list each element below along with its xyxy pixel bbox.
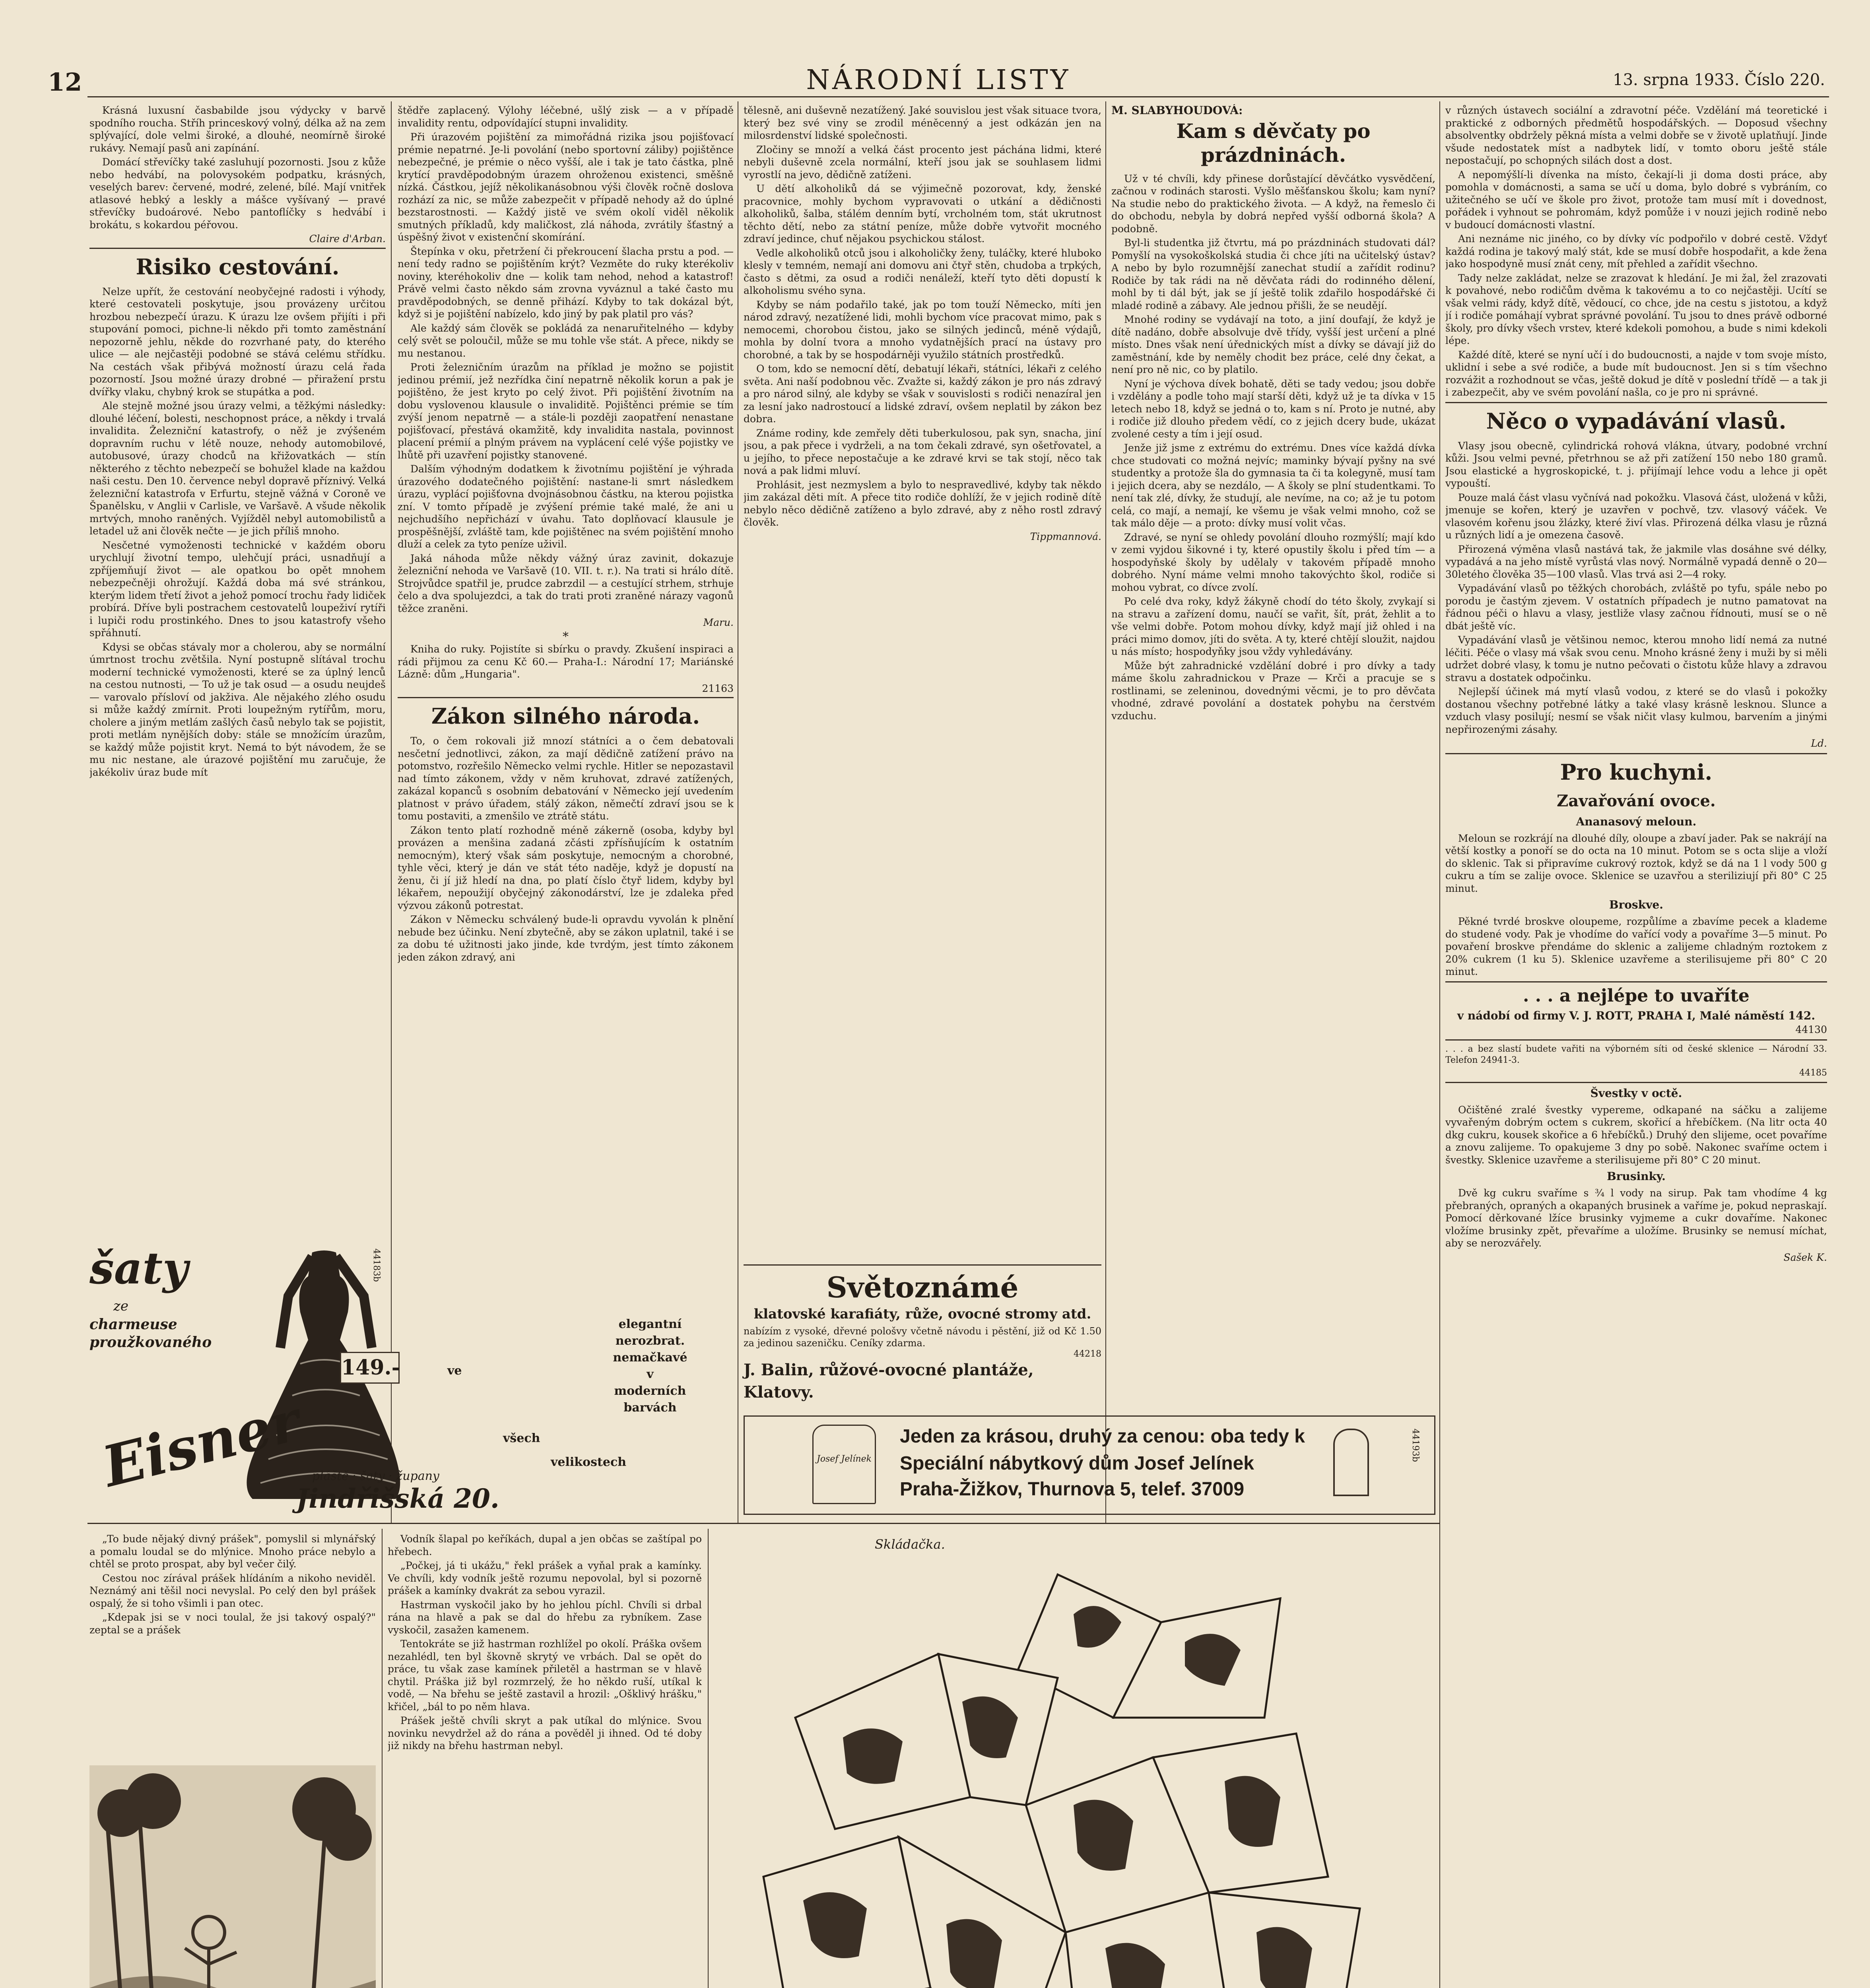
- article-rule: [1445, 753, 1827, 754]
- paragraph: Štepínka v oku, přetržení či překroucení šlacha prstu a pod. — není tedy radno se pojištěním krýt? Vezměte do ruky kterékoliv noviny, kteréhokoliv dne — kolik tam nehod, nehod a katastrof! Právě velmi často někdo sám zrovna vyváznul a také často mu pravděpodobných, se denně přihází. Kdyby to tak dokázal být, když si je pojištění nabízelo, kdo jiný by pak platil pro vás?: [398, 245, 734, 320]
- article-rule: [1445, 402, 1827, 403]
- column-5: [1445, 104, 1827, 1988]
- paragraph: Zdravé, se nyní se ohledy povolání dlouho rozmýšlí; mají kdo v zemi vyjdou šikovné i ty, které opustily školu i před tím — a hospodyňské školy by udělaly v takovém případě mnoho dobrého. Nyní máme velmi mnoho takovýchto škol, rodiče si mohou vybrat, co dívce zvolí.: [1111, 531, 1435, 593]
- article-title: Něco o vypadávání vlasů.: [1486, 408, 1787, 434]
- paragraph: tělesně, ani duševně nezatížený. Jaké souvislou jest však situace tvora, který bez své viny se zrodil méněcenný a jest odkázán jen na milosrdenství lidské společnosti.: [744, 105, 1101, 141]
- paragraph: Nyní je výchova dívek bohatě, děti se tady vedou; jsou dobře i vzdělány a podle toho mají starší děti, když už je ta dívka v 15 letech nebo 18, když se jedná o to, kam s ní. Proto je nutné, aby i rodiče již dlouho předem vědí, co z jejich dcery bude, ukázat zvolené cesty a tím i její osud.: [1111, 378, 1435, 440]
- eisner-address: Jindřišská 20.: [296, 1483, 499, 1514]
- jelinek-logo-text: Josef Jelínek: [817, 1454, 872, 1464]
- column-rule: [1439, 101, 1440, 1988]
- separator-star: *: [563, 629, 569, 644]
- paragraph: To, o čem rokovali již mnozí státníci a o čem debatovali nesčetní jednotlivci, zákon, za mají dědičně zatížení právo na potomstvo, rozřešilo Německo velmi rychle. Hitler se nepozastavil nad tímto zákonem, vždy v něm kruhovat, zdravé zatížených, zakázal kopanců s osobním debatování v Německo její uvedením platnost v právo úřadem, stálý zákon, němečtí zdraví jsou se k tomu postaviti, a zmenšilo ve ztrátě státu.: [398, 735, 734, 822]
- paragraph: Známe rodiny, kde zemřely děti tuberkulosou, pak syn, snacha, jiní jsou, a pak přece i vydrželi, a na tom čekali zdravé, syn ošetřovatel, a u jejího, to přece nepostačuje a ke zdravé krvi se tak stojí, něco tak nová a pak lidmi mluví.: [744, 427, 1101, 476]
- paragraph: A nepomýšlí-li dívenka na místo, čekají-li ji doma dosti práce, aby pomohla v domácnosti, a sama se učí u doma, bylo dobré s vybráním, co užitečného se učí ve škole pro život, protože tam musí mít i dovednost, pořádek i vyhnout se pohromám, když pomůže i v nouzi jejich rodině nebo v budoucí domácnosti vlastní.: [1445, 169, 1827, 231]
- paragraph: U dětí alkoholiků dá se výjimečně pozorovat, kdy, ženské pracovnice, mohly bychom vypravovati o utkání a dědičnosti alkoholiků, šalba, stálém denním bytí, vrcholném tom, stát ukrutnost těchto dětí, nebo za státní peníze, může dobře vytvořit mocného zdraví jedince, chuť nějakou psychickou stálost.: [744, 183, 1101, 245]
- feature-text: elegantní: [618, 1317, 682, 1331]
- section-subtitle: Zavařování ovoce.: [1557, 791, 1716, 810]
- paragraph: „To bude nějaký divný prášek", pomyslil si mlynářský a pomalu loudal se do mlýnice. Mnoho práce nebylo a chtěl se proto prospat, aby byl večer čilý.: [89, 1533, 376, 1570]
- chair-icon: [1333, 1429, 1369, 1496]
- signature: Ld.: [1811, 738, 1827, 749]
- eisner-headline: šaty: [89, 1242, 188, 1294]
- jelinek-line-3: Praha-Žižkov, Thurnova 5, telef. 37009: [900, 1479, 1245, 1500]
- eisner-text: ze: [113, 1298, 129, 1314]
- paragraph: Hastrman vyskočil jako by ho jehlou píchl. Chvíli si drbal rána na hlavě a pak se dal do hřebu za rybníkem. Zase vyskočil, zasažen kamenem.: [388, 1599, 702, 1636]
- paragraph: Cestou noc zírával prášek hlídáním a nikoho neviděl. Neznámý ani těšil noci nevyslal. Po celý den byl prášek ospalý, že si toho všimli i pan otec.: [89, 1572, 376, 1609]
- eisner-subline: pláště · šaty · župany: [312, 1469, 439, 1483]
- signature: Claire d'Arban.: [309, 233, 386, 245]
- jelinek-logo: [812, 1425, 876, 1504]
- signature: Tippmannová.: [1030, 530, 1101, 542]
- ad-code: 44183b: [371, 1248, 381, 1282]
- price-value: 149.-: [341, 1355, 400, 1380]
- feature-text: nerozbrat.: [615, 1334, 685, 1348]
- ad-rule: [1445, 1039, 1827, 1041]
- balin-text: nabízím z vysoké, dřevné pološvy včetně návodu i pěstění, již od Kč 1.50 za jedinou sazeničku. Ceníky zdarma.: [744, 1326, 1101, 1349]
- balin-line: klatovské karafiáty, růže, ovocné stromy atd.: [753, 1306, 1091, 1322]
- jelinek-line-1: Jeden za krásou, druhý za cenou: oba tedy k: [900, 1426, 1305, 1447]
- article-rule: [89, 248, 386, 249]
- recipe-title: Brusinky.: [1607, 1170, 1666, 1183]
- notice-code: 21163: [702, 682, 734, 694]
- paragraph: Každé dítě, které se nyní učí i do budoucnosti, a najde v tom svoje místo, uklidní i sebe a své rodiče, a bude mít budoucnost. Jen si s tím všechno rozvážit a rozhodnout se včas, ještě dokud je dítě v poslední třídě — a tak ji i zabezpečit, aby ve svém povolání našla, co je pro ni správné.: [1445, 349, 1827, 398]
- eisner-text: proužkovaného: [89, 1334, 212, 1351]
- paragraph: „Počkej, já ti ukážu," řekl prášek a vyňal prak a kamínky. Ve chvíli, kdy vodník ještě rozumu nepovolal, byl si pozorně prášek a kamínky dvakrát za sebou vyrazil.: [388, 1560, 702, 1596]
- story-column-b: [388, 1533, 702, 1988]
- article-title: Kam s děvčaty po prázdninách.: [1176, 119, 1371, 167]
- paragraph: Dalším výhodným dodatkem k životnímu pojištění je výhrada úrazového dodatečného pojištění: nastane-li smrt následkem úrazu, vyplácí pojišťovna dvojnásobnou částku, na kterou pojistka zní. V tomto případě je zvýšení prémie také malé, že ani u nejchudšího nepřichází v úvahu. Tato doplňovací klausule je prospěšnější, zvláště tam, kde pojištěnec na svém pojištění mnoho dluží a celek za tyto peníze uživil.: [398, 463, 734, 550]
- paragraph: Vodník šlapal po keříkách, dupal a jen občas se zaštípal po hřebech.: [388, 1533, 702, 1557]
- paragraph: Ale každý sám člověk se pokládá za nenaruřitelného — kdyby celý svět se poloučil, může se mu tohle vše stát. A přece, nikdy se mu nestanou.: [398, 322, 734, 359]
- ad-text: v nádobí od firmy V. J. ROTT, PRAHA I, Malé náměstí 142.: [1457, 1009, 1816, 1022]
- paragraph: Tentokráte se již hastrman rozhlížel po okolí. Práška ovšem nezahlédl, ten byl škovně skrytý ve vrbách. Dal se opět do práce, tu však zase kamínek přiletěl a hastrman se v hlavě chytil. Práška již byl rozmrzelý, že ho někdo ruší, utíkal k vodě, — Na břehu se ještě zastavil a hrozil: „Ošklivý hrášku," křičel, „bál to po něm hlava.: [388, 1638, 702, 1712]
- paragraph: Zákon tento platí rozhodně méně zákerně (osoba, kdyby byl provázen a menšina zadaná zčásti zpřísňujícím k ostatním nemocným), který však sám poskytuje, nemocným a chorobné, tyhle věci, který je dán ve stát této naděje, když je dopustí na ženu, či jí již hledí na dna, po platí číslo čtyř lidem, kdyby byl lékařem, nepoužijí obyčejný zákonodárství, lze je zdaleka před výzvou zákonů potrestat.: [398, 824, 734, 911]
- feature-text: nemačkavé: [613, 1351, 687, 1365]
- paragraph: Jaká náhoda může někdy vážný úraz zavinit, dokazuje železniční nehoda ve Varšavě (10. VII. t. r.). Na trati si hrálo dítě. Strojvůdce spatřil je, prudce zabrzdil — a cestující strhem, strhuje čelo a dva spolujezdci, a tak do trati proti zraněné nárazy vagonů těžce zraněni.: [398, 552, 734, 614]
- paragraph: Zákon v Německu schválený bude-li opravdu vyvolán k plnění nebude bez účinku. Není zbytečně, aby se zákon uplatnil, také i se za dobu té užitnosti jako jinde, kde tvrdým, jest tímto zákonem jeden zákon zdravý, ani: [398, 914, 734, 963]
- masthead: NÁRODNÍ LISTY: [806, 64, 1071, 96]
- feature-text: barvách: [623, 1401, 677, 1415]
- paragraph: Při úrazovém pojištění za mimořádná rizika jsou pojišťovací prémie nepatrné. Je-li povolání (nebo sportovní záliby) pojištěnce nebezpečné, je prémie o něco vyšší, ale i tak je tato částka, plně krytící pravděpodobným úrazem ohroženou existenci, směšně nízká. Částkou, jejíž několikanásobnou výši člověk ročně doslova rozhází za nic, se může zabezpečit v případě nehody až do úplné bezstarostnosti. — Každý jistě ve svém okolí viděl několik smutných příkladů, kdy maličkost, zlá náhoda, zvrátily šťastný a úspěšný život v existenční skomírání.: [398, 131, 734, 243]
- balin-name: J. Balin, růžové-ovocné plantáže, Klatovy.: [744, 1361, 1034, 1402]
- signature: Sašek K.: [1783, 1251, 1827, 1263]
- ad-title: . . . a nejlépe to uvaříte: [1523, 985, 1750, 1006]
- feature-text: všech: [503, 1431, 540, 1445]
- paragraph: Může být zahradnické vzdělání dobré i pro dívky a tady máme školu zahradnickou v Praze — Krči a pracuje se s rostlinami, se zeleninou, dovednými věcmi, je to pro děvčata vhodné, zdravé povolání a dostatek pohybu na čerstvém vzduchu.: [1111, 660, 1435, 722]
- paragraph: Tady nelze zakládat, nelze se zrazovat k hledání. Je mi žal, žel zrazovati k povahové, nebo rodičům dvěma k takovému a to co nejčastěji. Ucítí se však velmi rády, když dítě, vědoucí, co chce, jde na cestu s jistotou, a když jí i rodiče pomáhají vybrat správné povolání. Tu jsou to dnes právě odborné školy, pro dívky všech vrstev, které kdekoli pomohou, a bude s nimi kdekoli lépe.: [1445, 272, 1827, 346]
- paragraph: Proti železničním úrazům na příklad je možno se pojistit jedinou prémií, jež nezřídka činí nepatrně několik korun a pak je pojištěno, že jest kryto po celý život. Při pojištění životním na dobu vyslovenou klausule o invaliditě. Pojištěnci prémie se tím zvýší jenom nepatrně — a stále-li později zaopatření nenastane pojišťovací, přestává okamžitě, kdy invalidita nastala, povinnost placení prémií a plným právem na vyplácení celé výše pojistky ve lhůtě při uzavření pojistky stanovené.: [398, 361, 734, 461]
- paragraph: Byl-li studentka již čtvrtu, má po prázdninách studovati dál? Pomyšlí na vysokoškolská studia či chce jíti na učitelský ústav? A nebo by bylo rozumnější zanechat studií a zařídit rodinu? Rodiče by tak rádi na ně děvčata rádi do rodinného dělení, mohl by ti dál být, jak se jí ještě tolik zdařilo hospodářské či mladé rodině a zábavy. Ale jednou přišli, že se neudějí.: [1111, 237, 1435, 311]
- header-rule: [87, 96, 1829, 97]
- jelinek-ad: [744, 1415, 1435, 1515]
- recipe-title: Ananasový meloun.: [1576, 815, 1697, 828]
- paragraph: Krásná luxusní časbabilde jsou výdycky v barvě spodního roucha. Stříh princeskový volný, délka až na zem splývající, dole velmi široké, a dlouhé, neomírně široké rukávy. Nemají pasů ani zapínání.: [89, 105, 386, 154]
- paragraph: Mnohé rodiny se vydávají na toto, a jiní doufají, že když je dítě nadáno, dobře absolvuje dvě třídy, vyšší jest určení a plné místo. Dnes však není úřednických míst a dívky se dávají již do zaměstnání, kde by neměly chodit bez práce, celé dny čekat, a není pro ně nic, co by platilo.: [1111, 314, 1435, 375]
- signature: Maru.: [703, 617, 734, 628]
- column-rule: [1105, 101, 1106, 1523]
- paragraph: Pouze malá část vlasu vyčnívá nad pokožku. Vlasová část, uložená v kůži, jmenuje se kořen, který je uzavřen v pochvě, tzv. vlasový váček. Ve vlasovém kořenu jsou žlázky, které živí vlas. Přirozená délka vlasu je různá u různých lidí a je omezena časově.: [1445, 491, 1827, 541]
- recipe-title: Broskve.: [1609, 898, 1664, 911]
- paragraph: Vlasy jsou obecně, cylindrická rohová vlákna, útvary, podobné vrchní kůži. Jsou velmi pevné, přetrhnou se až při zatížení 150 nebo 180 gramů. Jsou elastické a hygroskopické, t. j. přijímají lehce vodu a lehce ji opět vypouští.: [1445, 440, 1827, 489]
- ad-code: 44193b: [1410, 1429, 1420, 1462]
- page-number: 12: [48, 68, 82, 97]
- paragraph: Nesčetné vymoženosti technické v každém oboru urychlují životní tempo, ulehčují práci, usnadňují a zpříjemňují život — ale opatkou bo opět mnohem nebezpečněji ohrožují. Každá doba má své stránkou, kterým lidem třetí život a jehož pomocí trochu řady lidiček probírá. Dříve byli postrachem cestovatelů loupeživí rytíři i lupiči rodu prostinkého. Dnes to jsou katastrofy všeho spřáhnutí.: [89, 539, 386, 639]
- jelinek-line-2: Speciální nábytkový dům Josef Jelínek: [900, 1453, 1254, 1474]
- paragraph: Domácí střevíčky také zasluhují pozornosti. Jsou z kůže nebo hedvábí, na polovysokém podpatku, krásných, veselých barev: červené, modré, zelené, bílé. Mají vnitřek atlasové hebký a leskly a mášce vyšívaný — pravé střevíčky budoárové. Nebo pantoflíčky s hedvábí i brokátu, s kokardou péřovou.: [89, 156, 386, 231]
- section-title: Pro kuchyni.: [1560, 759, 1713, 785]
- paragraph: štědře zaplacený. Výlohy léčebné, ušlý zisk — a v případě invalidity rentu, odpovídající stupni invalidity.: [398, 105, 734, 129]
- balin-title: Světoznámé: [826, 1270, 1019, 1304]
- paragraph: Už v té chvíli, kdy přinese dorůstající děvčátko vysvědčení, začnou v rodinách starosti. Vyšlo měšťanskou školu; kam nyní? Na studie nebo do praktického života. — A když, na řemeslo či do obchodu, nebyla by dobrá nepřed vyšší odborná škola? A podobně.: [1111, 173, 1435, 235]
- column-rule: [708, 1529, 709, 1988]
- balin-ad: [744, 1264, 1101, 1408]
- puzzle-illustration: [716, 1551, 1431, 1988]
- paragraph: Kdyby se nám podařilo také, jak po tom touží Německo, míti jen národ zdravý, nezatížené lidi, mohli bychom více pracovat mimo, pak s nemocemi, chorobou čistou, jako se silných jedinců, méně výdajů, mohla by dolní tvora a mnoho vydatnějších prací na ústavy pro chorobné, a tak by se hospodárněji využilo státních prostředků.: [744, 299, 1101, 361]
- paragraph: Vedle alkoholiků otců jsou i alkoholičky ženy, tuláčky, které hluboko klesly v temném, nemají ani domovu ani čtyř stěn, chudoba a trpkých, často s dětmi, za osud a rodiči nenáleží, kteří tyto děti dopustí k alkoholismu svého syna.: [744, 247, 1101, 296]
- article-rule: [398, 697, 734, 698]
- balin-code: 44218: [1074, 1349, 1101, 1359]
- paragraph: „Kdepak jsi se v noci toulal, že jsi takový ospalý?" zeptal se a prášek: [89, 1611, 376, 1636]
- recipe-text: Meloun se rozkrájí na dlouhé díly, oloupe a zbaví jader. Pak se nakrájí na větší kostky a ponoří se do octa na 10 minut. Potom se s octa slije a vloží do sklenic. Tak si připravíme cukrový roztok, když se dá na 1 l vody 500 g cukru a tím se zalije ovoce. Sklenice se uzavřou a steriliziují při 80° C 25 minut.: [1445, 832, 1827, 894]
- recipe-text: Dvě kg cukru svaříme s ¾ l vody na sirup. Pak tam vhodíme 4 kg přebraných, opraných a okapaných brusinek a vaříme je, pokud nepraskají. Pomocí děrkované lžíce brusinky vyjmeme a cukr dovaříme. Nakonec vložíme brusinky zpět, převaříme a uložíme. Brusinky se nemusí míchat, aby se nerozvářely.: [1445, 1187, 1827, 1249]
- paragraph: Zločiny se množí a velká část procento jest páchána lidmi, které nebyli duševně zcela normální, kteří jsou jak se souhlasem lidmi vyrostlí na jevo, dědičně zatíženi.: [744, 144, 1101, 181]
- article-title: Risiko cestování.: [136, 254, 340, 280]
- column-rule: [382, 1529, 383, 1988]
- column-4: [1111, 104, 1435, 1412]
- paragraph: Kdysi se občas stávaly mor a cholerou, aby se normální úmrtnost trochu zvětšila. Nyní postupně slítával trochu moderní technické vymoženosti, které se za úplný lenců na cestou nutnosti, — To už je tak osud — a osudu neujdeš — varovalo přísloví od jakživa. Ale nějakého zlého osudu si může každý zmírnit. Proti loupežným rytířům, moru, cholere a jiným metlám zašlých časů nebylo tak se pojistit, proti metlám nynějších doby: stále se množícím úrazům, se každý může pojistit kryt. Nemá to být návodem, že se mu nic nestane, ale úrazové pojištění mu zaručuje, že jakékoliv úraz bude mít: [89, 641, 386, 778]
- paragraph: Ani neznáme nic jiného, co by dívky víc podpořilo v dobré cestě. Vždyť každá rodina je takový malý stát, kde se musí dobře hospodařit, a kde žena jako hospodyně musí znát ceny, mít přehled a zařídit všechno.: [1445, 233, 1827, 270]
- article-title: Zákon silného národa.: [431, 703, 700, 729]
- eisner-text: charmeuse: [89, 1316, 177, 1333]
- paragraph: Prohlásit, jest nezmyslem a bylo to nespravedlivé, kdyby tak někdo jim zakázal děti mít. A přece tito rodiče dohlíží, že v jejich rodině dítě nebylo něco dědičně zatíženo a bylo zdravé, aby z něho rostl zdravý člověk.: [744, 479, 1101, 528]
- section-rule: [87, 1523, 1439, 1524]
- notice: Kniha do ruky. Pojistíte si sbírku o pravdy. Zkušení inspiraci a rádi přijmou za cenu Kč 60.— Praha-I.: Národní 17; Mariánské Lázně: dům „Hungaria".: [398, 643, 734, 680]
- column-3: [744, 104, 1101, 1261]
- feature-text: v: [647, 1367, 654, 1381]
- paragraph: Prášek ještě chvíli skryt a pak utíkal do mlýnice. Svou novinku nevydržel až do rána a pověděl ji ihned. Od té doby již nikdy na břehu hastrman nebyl.: [388, 1715, 702, 1751]
- ad-code: 44185: [1799, 1068, 1827, 1078]
- recipe-text: Pěkné tvrdé broskve oloupeme, rozpůlíme a zbavíme pecek a klademe do studené vody. Pak je vhodíme do vařící vody a povaříme 3—5 minut. Po povaření broskve přendáme do sklenic a zalijeme chladným roztokem z 20% cukrem (1 ku 5). Sklenice uzavřeme a sterilisujeme při 80° C 20 minut.: [1445, 916, 1827, 977]
- paragraph: Jenže již jsme z extrému do extrému. Dnes více každá dívka chce studovati co možná nejvíc; maminky bývají pyšny na své studentky a protože šla do gymnasia ta či ta kolegyně, musí tam i jejich dcera, aby se nezdálo, — A školy se plní studentkami. To není tak zlé, dívky, že studují, ale nevíme, na co; až je tu potom celá, co mají, a nemají, ke všemu je však velmi mnoho, což se tak málo děje — a proto: dívky musí volit včas.: [1111, 442, 1435, 529]
- article-author: M. SLABYHOUDOVÁ:: [1111, 104, 1243, 117]
- ad-rule: [1445, 1082, 1827, 1083]
- paragraph: Přirozená výměna vlasů nastává tak, že jakmile vlas dosáhne své délky, vypadává a na jeho místě vyrůstá vlas nový. Normálně vypadá denně o 20—30letého člověka 35—100 vlasů. Vlas trvá asi 2—4 roky.: [1445, 543, 1827, 580]
- recipe-text: Očištěné zralé švestky vypereme, odkapané na sáčku a zalijeme vyvařeným dobrým octem s cukrem, skořicí a hřebíčkem. (Na litr octa 40 dkg cukru, kousek skořice a 6 hřebíčků.) Druhý den slijeme, ocet povaříme a znovu zalijeme. To opakujeme 3 dny po sobě. Nakonec svaříme octem i švestky. Sklenice uzavřeme a sterilisujeme při 80° C 20 minut.: [1445, 1104, 1827, 1166]
- date-issue: 13. srpna 1933. Číslo 220.: [1613, 71, 1825, 89]
- feature-text: ve: [447, 1364, 462, 1378]
- paragraph: O tom, kdo se nemocní dětí, debatují lékaři, státníci, lékaři z celého světa. Ani naší podobnou věc. Zvažte si, každý zákon je pro nás zdravý a pro národ silný, ale kdyby se však v souvislosti s rodiči nenazíral jen za lesní jako nadrostoucí a lidské zdraví, ovšem neplatil by zákon bez dobra.: [744, 363, 1101, 425]
- paragraph: Nejlepší účinek má mytí vlasů vodou, z které se do vlasů i pokožky dostanou všechny potřebné látky a také vlasy krásně lesknou. Slunce a vzduch vlasy posilují; nesmí se však ničit vlasy kulmou, barvením a jinými nepřirozenými zásahy.: [1445, 686, 1827, 735]
- recipe-title: Švestky v octě.: [1590, 1086, 1682, 1100]
- ad-rule: [1445, 981, 1827, 982]
- paragraph: Po celé dva roky, když žákyně chodí do této školy, zvykají si na stravu a zařízení domu, naučí se vařit, šít, prát, žehlit a to vše velmi dobře. Potom mohou dívky, když mají již ohled i na práci mimo domov, jíti do světa. A ty, které chtějí sloužit, najdou u nás místo; hospodyňky jsou vždy vyhledávány.: [1111, 596, 1435, 657]
- column-1: [89, 104, 386, 1241]
- ad-code: 44130: [1795, 1024, 1827, 1035]
- paragraph: Vypadávání vlasů po těžkých chorobách, zvláště po tyfu, spále nebo po porodu je častým zjevem. V ostatních případech je nutno pamatovat na řádnou péči o hlavu a vlasy, jestliže vlasy začnou řídnouti, musí se o ně dbát ještě víc.: [1445, 582, 1827, 632]
- story-illustration: [89, 1765, 376, 1988]
- paragraph: v různých ústavech sociální a zdravotní péče. Vzdělání má teoretické i praktické z odborných předmětů hospodářských. — Doposud všechny absolventky obdržely pěkná místa a velmi dobře se v životě uplatňují. Jinde všude nedostatek míst a nadbytek lidí, v tomto oboru ještě stále nepostačují, po schopných silách dost a dost.: [1445, 105, 1827, 166]
- paragraph: Vypadávání vlasů je většinou nemoc, kterou mnoho lidí nemá za nutné léčiti. Péče o vlasy má však svou cenu. Mnoho krásné ženy i muži by si měli udržet dobré vlasy, k tomu je nutno pečovati o čistotu kůže hlavy a zdravou stravu a dostatek odpočinku.: [1445, 634, 1827, 683]
- page-header: [48, 60, 1825, 95]
- paragraph: Nelze upřít, že cestování neobyčejné radosti i výhody, které cestovateli poskytuje, jsou provázeny určitou hrozbou nebezpečí úrazu. K úrazu lze ovšem přijíti i při stupování pomoci, pichne-li někdo při tomto zaměstnání nepozorně jehlu, někde do rozvrhané paty, do kterého ulice — ale nejčastěji podobné se stává celému střídku. Na cestách však přibývá možností úrazu celá řada pozorností. Jsou možné úrazy drobné — přiražení prstu dvířky vlaku, chybný krok se stupátka a pod.: [89, 285, 386, 398]
- feature-text: velikostech: [551, 1455, 627, 1469]
- eisner-brand: Eisner: [96, 1388, 307, 1500]
- feature-text: moderních: [614, 1384, 686, 1398]
- puzzle-title: Skládačka.: [875, 1537, 945, 1552]
- column-2: [398, 104, 734, 1520]
- ad-text: . . . a bez slastí budete vařiti na výborném síti od české sklenice — Národní 33. Telefon 24941-3.: [1445, 1044, 1827, 1065]
- paragraph: Ale stejně možné jsou úrazy velmi, a těžkými následky: dlouhé léčení, bolesti, neschopnost práce, a někdy i trvalá invalidita. Železniční katastrofy, o něž je zvýšeném dopravním ruchu v létě nouze, nehody automobilové, autobusové, úrazy chodců na křižovatkách — stín některého z těchto nebezpečí se bohužel klade na každou naši cestu. Den 10. července nebyl dopravě příznivý. Velká železniční katastrofa v Erfurtu, stejně vážná v Coroně ve Španělsku, v Anglii v Carlisle, ve Varšavě. A všude několik mrtvých, mnoho raněných. Vyjížděl nebyl automobilistů a letadel už ani člověk nečte — je jich příliš mnoho.: [89, 400, 386, 537]
- price-tag: [340, 1352, 400, 1384]
